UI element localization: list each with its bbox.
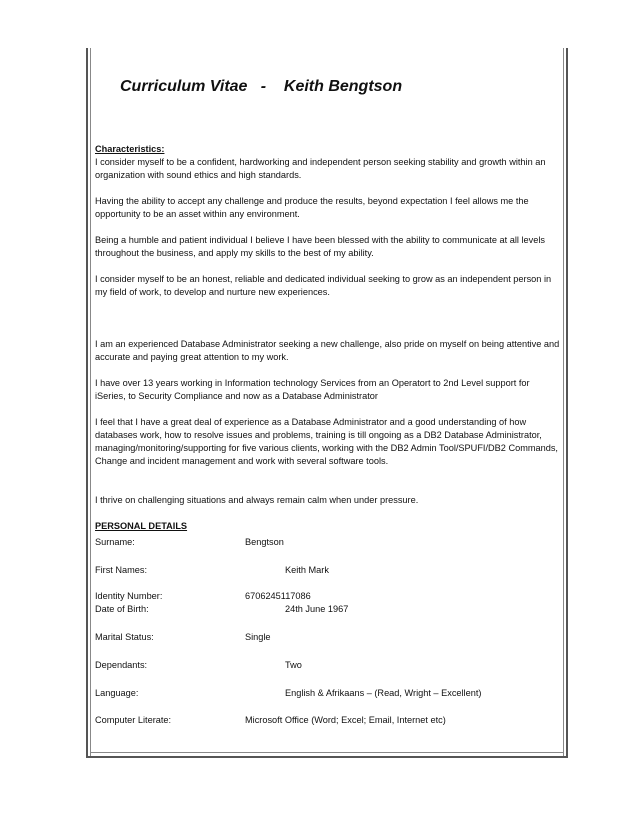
page-border-bottom-inner xyxy=(90,752,564,753)
page-border-bottom xyxy=(86,756,568,758)
detail-value: Single xyxy=(245,632,271,642)
detail-value: Two xyxy=(285,660,302,670)
detail-label: Identity Number: xyxy=(95,591,163,601)
detail-label: Surname: xyxy=(95,537,135,547)
page-border-right xyxy=(566,48,568,758)
page-border-left xyxy=(86,48,88,758)
characteristics-paragraph: Having the ability to accept any challenge and produce the results, beyond expectation I feel allows me the opportunity to be an asset within any environment. xyxy=(95,196,529,219)
experience-paragraph: I feel that I have a great deal of experience as a Database Administrator and a good understanding of how databases work, how to resolve issues and problems, training is till ongoing as a DB2 Database Administrator, managing/monitoring/supporting for five various clients, working with the DB2 Admin Tool/SPUFI/DB2 Commands, Change and incident management and work with several software tools. xyxy=(95,417,558,466)
page-border-left-inner xyxy=(90,48,91,758)
cv-body xyxy=(95,143,561,533)
personal-details-heading: PERSONAL DETAILS xyxy=(95,521,188,531)
experience-paragraph: I have over 13 years working in Information technology Services from an Operatort to 2nd Level support for iSeries, to Security Compliance and now as a Database Administrator xyxy=(95,378,530,401)
page-border-right-inner xyxy=(563,48,564,758)
detail-label: Computer Literate: xyxy=(95,715,172,725)
detail-value: Microsoft Office (Word; Excel; Email, Internet etc) xyxy=(245,715,446,725)
detail-value: Bengtson xyxy=(245,537,284,547)
detail-value: English & Afrikaans – (Read, Wright – Excellent) xyxy=(285,688,482,698)
document-title: Curriculum Vitae - Keith Bengtson xyxy=(120,78,403,95)
detail-label: Language: xyxy=(95,688,139,698)
experience-paragraph: I thrive on challenging situations and always remain calm when under pressure. xyxy=(95,495,419,505)
characteristics-paragraph: I consider myself to be an honest, reliable and dedicated individual seeking to grow as an independent person in my field of work, to develop and nurture new experiences. xyxy=(95,274,552,297)
characteristics-paragraph: I consider myself to be a confident, hardworking and independent person seeking stability and growth within an organization with sound ethics and high standards. xyxy=(95,157,546,180)
detail-value: 6706245117086 xyxy=(245,591,311,601)
characteristics-paragraph: Being a humble and patient individual I believe I have been blessed with the ability to communicate at all levels throughout the business, and apply my skills to the best of my ability. xyxy=(95,235,545,258)
detail-label: Date of Birth: xyxy=(95,604,149,614)
detail-value: 24th June 1967 xyxy=(285,604,349,614)
detail-label: Dependants: xyxy=(95,660,148,670)
experience-paragraph: I am an experienced Database Administrator seeking a new challenge, also pride on myself on being attentive and accurate and paying great attention to my work. xyxy=(95,339,560,362)
characteristics-heading: Characteristics: xyxy=(95,144,165,154)
detail-label: Marital Status: xyxy=(95,632,154,642)
detail-value: Keith Mark xyxy=(285,565,329,575)
detail-label: First Names: xyxy=(95,565,148,575)
